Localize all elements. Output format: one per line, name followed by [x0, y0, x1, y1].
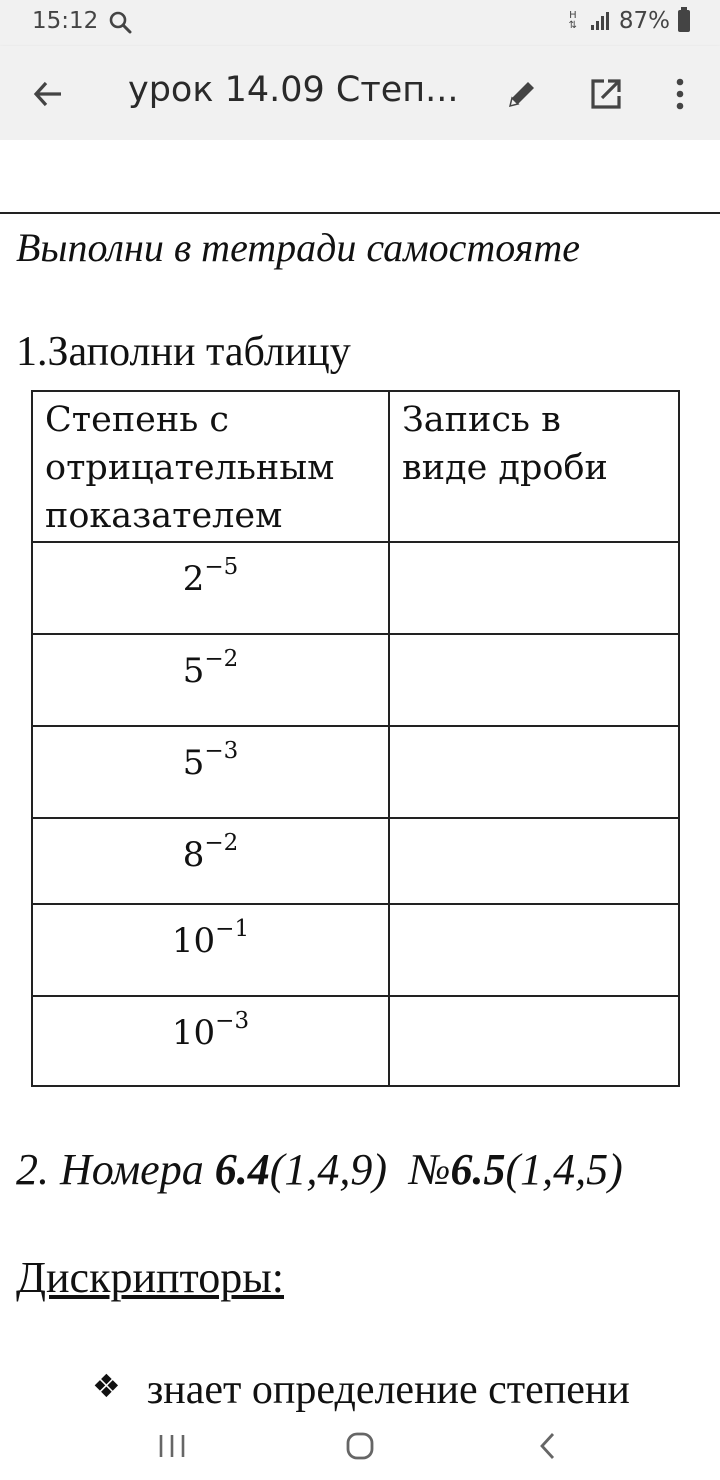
chevron-left-icon: [537, 1431, 559, 1461]
fraction-cell: [389, 634, 679, 726]
header-cell-power: Степень с отрицательным показателем: [32, 391, 389, 542]
status-bar: [0, 0, 720, 46]
document-view[interactable]: [0, 140, 720, 1412]
table-row: [32, 996, 679, 1086]
fraction-cell: [389, 996, 679, 1086]
battery-percent: 87%: [618, 8, 670, 34]
diamond-bullet-icon: ❖: [92, 1367, 121, 1405]
arrow-left-icon: [31, 77, 65, 111]
fraction-cell: [389, 904, 679, 996]
divider-line: [0, 212, 720, 214]
open-external-icon: [588, 76, 624, 112]
task2-text: 2. Номера 6.4(1,4,9) №6.5(1,4,5): [16, 1145, 623, 1194]
fraction-cell: [389, 818, 679, 904]
fraction-cell: [389, 726, 679, 818]
battery-icon: [678, 10, 690, 32]
table-row: [32, 726, 679, 818]
table-row: [32, 542, 679, 634]
power-cell: $5^{-3}$: [32, 726, 389, 818]
power-cell: $10^{-1}$: [32, 904, 389, 996]
home-icon: [345, 1431, 375, 1461]
home-button[interactable]: [330, 1422, 390, 1470]
back-button[interactable]: [22, 68, 74, 120]
power-cell: $5^{-2}$: [32, 634, 389, 726]
system-nav-bar: [0, 1412, 720, 1480]
table-row: [32, 818, 679, 904]
power-cell: $2^{-5}$: [32, 542, 389, 634]
header-cell-fraction: Запись в виде дроби: [389, 391, 679, 542]
document-title: урок 14.09 Степ...: [128, 70, 459, 110]
app-bar: [0, 46, 720, 140]
open-external-button[interactable]: [580, 68, 632, 120]
descriptors-title: Дискрипторы:: [16, 1253, 284, 1302]
nav-back-button[interactable]: [518, 1422, 578, 1470]
pencil-icon: [504, 76, 540, 112]
descriptor-item-text: знает определение степени: [146, 1367, 630, 1412]
network-type-icon: H ⇅: [568, 10, 578, 31]
power-cell: $10^{-3}$: [32, 996, 389, 1086]
recents-icon: [157, 1432, 187, 1460]
search-icon: [108, 10, 132, 34]
table-row: [32, 904, 679, 996]
task1-title: 1.Заполни таблицу: [16, 329, 351, 375]
descriptor-item: [92, 1366, 630, 1412]
power-cell: $8^{-2}$: [32, 818, 389, 904]
more-vert-icon: [674, 77, 686, 111]
powers-table: [31, 390, 680, 1087]
edit-button[interactable]: [496, 68, 548, 120]
fraction-cell: [389, 542, 679, 634]
signal-icon: [589, 10, 611, 32]
table-row: [32, 634, 679, 726]
more-options-button[interactable]: [654, 68, 706, 120]
instruction-text: Выполни в тетради самостояте: [16, 225, 581, 270]
table-header-row: [32, 391, 679, 542]
status-indicators: [565, 8, 690, 34]
status-time: 15:12: [32, 8, 99, 34]
recents-button[interactable]: [142, 1422, 202, 1470]
